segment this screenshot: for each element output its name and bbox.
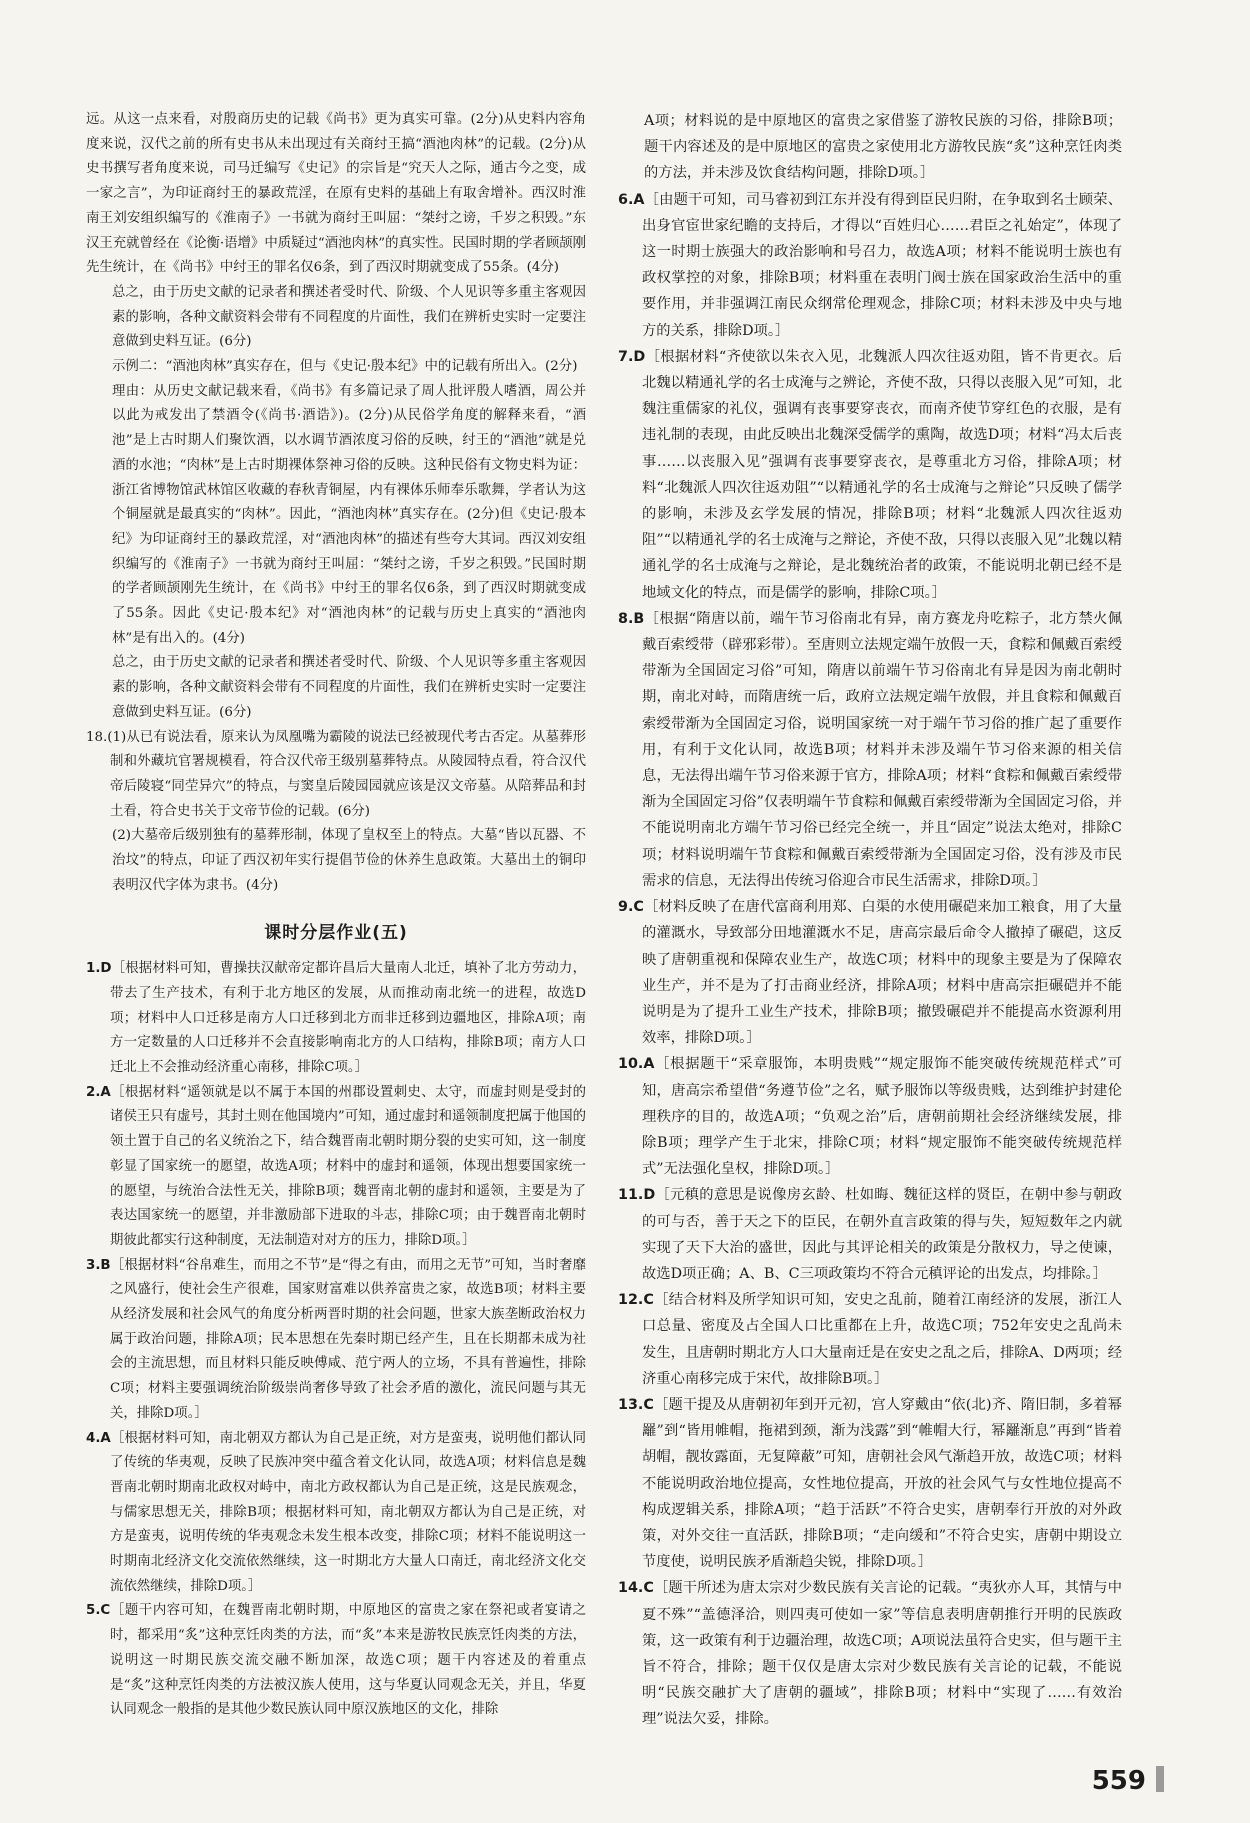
answer-number: 9.C — [618, 899, 644, 916]
answer-item — [618, 1182, 1122, 1287]
answer-text: ［题干所述为唐太宗对少数民族有关言论的记载。“夷狄亦人耳，其情与中夏不殊”“盖德泽洽，则四夷可使如一家”等信息表明唐朝推行开明的民族政策，这一政策有利于边疆治理，故选C项；A项说法虽符合史实，但与题干主旨不符合，排除；题干仅仅是唐太宗对少数民族有关言论的记载，不能说明“民族交融扩大了唐朝的疆域”，排除B项；材料中“实现了……有效治理”说法欠妥，排除。 — [642, 1580, 1122, 1728]
answer-number: 4.A — [86, 1430, 111, 1446]
answer-text: ［根据“隋唐以前，端午节习俗南北有异，南方赛龙舟吃粽子，北方禁火佩戴百索绶带（辟邪彩带）。至唐则立法规定端午放假一天，食粽和佩戴百索绶带渐为全国固定习俗”可知，隋唐以前端午节习俗南北有异是因为南北朝时期，南北对峙，而隋唐统一后，政府立法规定端午放假，并且食粽和佩戴百索绶带渐为全国固定习俗，说明国家统一对于端午节习俗的推广起了重要作用，有利于文化认同，故选B项；材料并未涉及端午节习俗来源的相关信息，无法得出端午节习俗来源于官方，排除A项；材料“食粽和佩戴百索绶带渐为全国固定习俗”仅表明端午节食粽和佩戴百索绶带渐为全国固定习俗，并不能说明南北方端午节习俗已经完全统一，并且“固定”说法太绝对，排除C项；材料说明端午节食粽和佩戴百索绶带渐为全国固定习俗，没有涉及市民需求的信息，无法得出传统习俗迎合市民生活需求，排除D项。］ — [642, 610, 1122, 889]
answer-item — [618, 894, 1122, 1051]
answer-item — [618, 606, 1122, 894]
answer-text: ［结合材料及所学知识可知，安史之乱前，随着江南经济的发展，浙江人口总量、密度及占全国人口比重都在上升，故选C项；752年安史之乱尚未发生，且唐朝时期北方人口大量南迁是在安史之乱之后，排除A、D两项；经济重心南移完成于宋代，故排除B项。］ — [642, 1292, 1122, 1387]
answer-text: A项；材料说的是中原地区的富贵之家借鉴了游牧民族的习俗，排除B项；题干内容述及的是中原地区的富贵之家使用北方游牧民族“炙”这种烹饪肉类的方法，并未涉及饮食结构问题，排除D项。］ — [644, 113, 1122, 182]
answer-number: 14.C — [618, 1580, 654, 1597]
answer-item — [86, 1599, 586, 1723]
answer-item — [86, 1254, 586, 1427]
paragraph: 远。从这一点来看，对殷商历史的记载《尚书》更为真实可靠。(2分)从史料内容角度来说，汉代之前的所有史书从未出现过有关商纣王搞“酒池肉林”的记载。(2分)从史书撰写者角度来说，司马迁编写《史记》的宗旨是“究天人之际，通古今之变，成一家之言”，为印证商纣王的暴政荒淫，在原有史料的基础上有取舍增补。西汉时淮南王刘安组织编写的《淮南子》一书就为商纣王叫屈：“桀纣之谤，千岁之积毁。”东汉王充就曾经在《论衡·语增》中质疑过“酒池肉林”的真实性。民国时期的学者顾颉刚先生统计，在《尚书》中纣王的罪名仅6条，到了西汉时期就变成了55条。(4分) — [86, 112, 587, 276]
question-18-part-1: 18.(1)从已有说法看，原来认为凤凰嘴为霸陵的说法已经被现代考古否定。从墓葬形制和外藏坑官署规模看，符合汉代帝王级别墓葬特点。从陵园特点看，符合汉代帝后陵寝“同茔异穴”的特点，与窦皇后陵园园就应该是汉文帝墓。从陪葬品和封土看，符合史书关于文帝节俭的记载。(6分) — [86, 729, 586, 819]
answer-item — [618, 344, 1122, 606]
answer-text: ［根据材料“遥领就是以不属于本国的州郡设置刺史、太守，而虚封则是受封的诸侯王只有虚号，其封土则在他国境内”可知，通过虚封和遥领制度把属于他国的领土置于自己的名义统治之下，结合魏晋南北朝时期分裂的史实可知，这一制度彰显了国家统一的愿望，故选A项；材料中的虚封和遥领，体现出想要国家统一的愿望，与统治合法性无关，排除B项；魏晋南北朝的虚封和遥领，主要是为了表达国家统一的愿望，并非激励部下进取的斗志，排除C项；由于魏晋南北朝时期彼此都实行这种制度，无法制造对对方的压力，排除D项。］ — [110, 1084, 586, 1248]
paragraph: 总之，由于历史文献的记录者和撰述者受时代、阶级、个人见识等多重主客观因素的影响，各种文献资料会带有不同程度的片面性，我们在辨析史实时一定要注意做到史料互证。(6分) — [112, 284, 586, 350]
page-number: 559 — [1091, 1766, 1146, 1796]
answer-item — [618, 1392, 1122, 1575]
answer-number: 5.C — [86, 1603, 111, 1619]
page-edge-bar — [1156, 1766, 1164, 1792]
answer-text: ［根据材料可知，南北朝双方都认为自己是正统，对方是蛮夷，说明他们都认同了传统的华夷观，反映了民族冲突中蕴含着文化认同，故选A项；材料信息是魏晋南北朝时期南北政权对峙中，南北方政权都认为自己是正统，这是民族观念，与儒家思想无关，排除B项；根据材料可知，南北朝双方都认为自己是正统，对方是蛮夷，说明传统的华夷观念未发生根本改变，排除C项；材料不能说明这一时期南北经济文化交流依然继续，这一时期北方大量人口南迁，南北经济文化交流依然继续，排除D项。］ — [110, 1430, 586, 1594]
answer-text: ［材料反映了在唐代富商利用郑、白渠的水使用碾硙来加工粮食，用了大量的灌溉水，导致部分田地灌溉水不足，唐高宗最后命令人撤掉了碾硙，这反映了唐朝重视和保障农业生产，故选C项；材料中的现象主要是为了保障农业生产，并不是为了打击商业经济，排除A项；材料中唐高宗拒碾硙并不能说明是为了提升工业生产技术，排除B项；撤毁碾硙并不能提高水资源利用效率，排除D项。］ — [642, 899, 1122, 1047]
answer-number: 13.C — [618, 1396, 654, 1413]
answer-text: ［根据材料“谷帛难生，而用之不节”是“得之有由，而用之无节”可知，当时奢靡之风盛行，使社会生产很难，国家财富难以供养富贵之家，故选B项；材料主要从经济发展和社会风气的角度分析两晋时期的社会问题，世家大族垄断政治权力属于政治问题，排除A项；民本思想在先秦时期已经产生，且在长期都未成为社会的主流思想，而且材料只能反映傅咸、范宁两人的立场，不具有普遍性，排除C项；材料主要强调统治阶级崇尚奢侈导致了社会矛盾的激化，流民问题与其无关，排除D项。］ — [110, 1257, 586, 1421]
answer-number: 12.C — [618, 1292, 654, 1309]
answer-text: ［元稹的意思是说像房玄龄、杜如晦、魏征这样的贤臣，在朝中参与朝政的可与否，善于天之下的臣民，在朝外直言政策的得与失，短短数年之内就实现了天下大治的盛世，因此与其评论相关的政策是分散权力，导之使谏，故选D项正确；A、B、C三项政策均不符合元稹评论的出发点，均排除。］ — [642, 1187, 1122, 1282]
answer-continuation — [618, 108, 1122, 187]
answer-text: ［题干提及从唐朝初年到开元初，宫人穿戴由“依(北)齐、隋旧制，多着幂䍦”到“皆用帷帽，拖裙到颈，渐为浅露”到“帷帽大行，幂䍦渐息”再到“皆着胡帽，靓妆露面，无复障蔽”可知，唐朝社会风气渐趋开放，故选C项；材料不能说明政治地位提高，女性地位提高，开放的社会风气与女性地位提高不构成逻辑关系，排除A项；“趋于活跃”不符合史实，唐朝奉行开放的对外政策，对外交往一直活跃，排除B项；“走向缓和”不符合史实，唐朝中期设立节度使，说明民族矛盾渐趋尖锐，排除D项。］ — [642, 1396, 1122, 1571]
answer-item — [618, 1575, 1122, 1732]
answer-item — [86, 1427, 586, 1600]
answer-item — [86, 1081, 586, 1254]
answer-number: 8.B — [618, 610, 645, 627]
answer-item — [618, 1287, 1122, 1392]
answer-text: ［根据材料可知，曹操扶汉献帝定都许昌后大量南人北迁，填补了北方劳动力，带去了生产技术，有利于北方地区的发展，从而推动南北统一的进程，故选D项；材料中人口迁移是南方人口迁移到北方而非迁移到边疆地区，排除A项；南方一定数量的人口迁移并不会直接影响南北方的人口结构，排除B项；南方人口迁北上不会推动经济重心南移，排除C项。］ — [110, 961, 586, 1076]
section-title: 课时分层作业(五) — [264, 922, 408, 943]
question-18-part-2: (2)大墓帝后级别独有的墓葬形制，体现了皇权至上的特点。大墓“皆以瓦器、不治坟”的特点，印证了西汉初年实行提倡节俭的休养生息政策。大墓出土的铜印表明汉代字体为隶书。(4分) — [112, 828, 586, 893]
answer-text: ［由题干可知，司马睿初到江东并没有得到臣民归附，在争取到名士顾荣、出身官宦世家纪瞻的支持后，才得以“百姓归心……君臣之礼始定”，体现了这一时期士族强大的政治影响和号召力，故选A项；材料不能说明士族也有政权掌控的对象，排除B项；材料重在表明门阀士族在国家政治生活中的重要作用，并非强调江南民众纲常伦理观念，排除C项；材料未涉及中央与地方的关系，排除D项。］ — [642, 191, 1122, 339]
left-column — [86, 108, 586, 1723]
paragraph: 示例二：“酒池肉林”真实存在，但与《史记·殷本纪》中的记载有所出入。(2分) — [112, 359, 578, 375]
answer-number: 2.A — [86, 1084, 111, 1100]
paragraph: 总之，由于历史文献的记录者和撰述者受时代、阶级、个人见识等多重主客观因素的影响，各种文献资料会带有不同程度的片面性，我们在辨析史实时一定要注意做到史料互证。(6分) — [112, 655, 586, 720]
answer-number: 3.B — [86, 1257, 111, 1273]
right-column — [618, 108, 1122, 1733]
answer-text: ［题干内容可知，在魏晋南北朝时期，中原地区的富贵之家在祭祀或者宴请之时，都采用“炙”这种烹饪肉类的方法，而“炙”本来是游牧民族烹饪肉类的方法，说明这一时期民族交流交融不断加深，故选C项；题干内容述及的着重点是“炙”这种烹饪肉类的方法被汉族人使用，这与华夏认同观念无关，并且，华夏认同观念一般指的是其他少数民族认同中原汉族地区的文化，排除 — [110, 1603, 586, 1718]
answer-number: 6.A — [618, 191, 645, 208]
answer-number: 1.D — [86, 961, 112, 977]
answer-item — [618, 187, 1122, 344]
answer-number: 7.D — [618, 348, 646, 365]
answer-number: 11.D — [618, 1187, 656, 1204]
paragraph: 理由：从历史文献记载来看，《尚书》有多篇记录了周人批评殷人嗜酒，周公并以此为戒发出了禁酒令(《尚书·酒诰》)。(2分)从民俗学角度的解释来看，“酒池”是上古时期人们聚饮酒，以水调节酒浓度习俗的反映，纣王的“酒池”就是兑酒的水池；“肉林”是上古时期裸体祭神习俗的反映。这种民俗有文物史料为证：浙江省博物馆武林馆区收藏的春秋青铜屋，内有裸体乐师奉乐歌舞，学者认为这个铜屋就是最真实的“肉林”。因此，“酒池肉林”真实存在。(2分)但《史记·殷本纪》为印证商纣王的暴政荒淫，对“酒池肉林”的描述有些夸大其词。西汉刘安组织编写的《淮南子》一书就为商纣王叫屈：“桀纣之谤，千岁之积毁。”民国时期的学者顾颉刚先生统计，在《尚书》中纣王的罪名仅6条，到了西汉时期就变成了55条。因此《史记·殷本纪》对“酒池肉林”的记载与历史上真实的“酒池肉林”是有出入的。(4分) — [112, 383, 586, 646]
answer-item — [86, 957, 586, 1081]
answer-text: ［根据题干“采章服饰，本明贵贱”“规定服饰不能突破传统规范样式”可知，唐高宗希望借“务遵节俭”之名，赋予服饰以等级贵贱，达到维护封建伦理秩序的目的，故选A项；“负观之治”后，唐朝前期社会经济继续发展，排除B项；理学产生于北宋，排除C项；材料“规定服饰不能突破传统规范样式”无法强化皇权，排除D项。］ — [642, 1056, 1122, 1178]
answer-text: ［根据材料“齐使欲以朱衣入见，北魏派人四次往返劝阻，皆不肯更衣。后北魏以精通礼学的名士成淹与之辨论，齐使不敌，只得以丧服入见”可知，北魏注重儒家的礼仪，强调有丧事要穿丧衣，而南齐使节穿红色的衣服，是有违礼制的表现，由此反映出北魏深受儒学的熏陶，故选D项；材料“冯太后丧事……以丧服入见”强调有丧事要穿丧衣，是尊重北方习俗，排除A项；材料“北魏派人四次往返劝阻”“以精通礼学的名士成淹与之辩论”只反映了儒学的影响，未涉及玄学发展的情况，排除B项；材料“北魏派人四次往返劝阻”“以精通礼学的名士成淹与之辩论，齐使不敌，只得以丧服入见”北魏以精通礼学的名士成淹与之辩论，是北魏统治者的政策，不能说明北朝已经不是地域文化的特点，而是儒学的影响，排除C项。］ — [642, 348, 1122, 601]
answer-item — [618, 1051, 1122, 1182]
answer-number: 10.A — [618, 1056, 655, 1073]
